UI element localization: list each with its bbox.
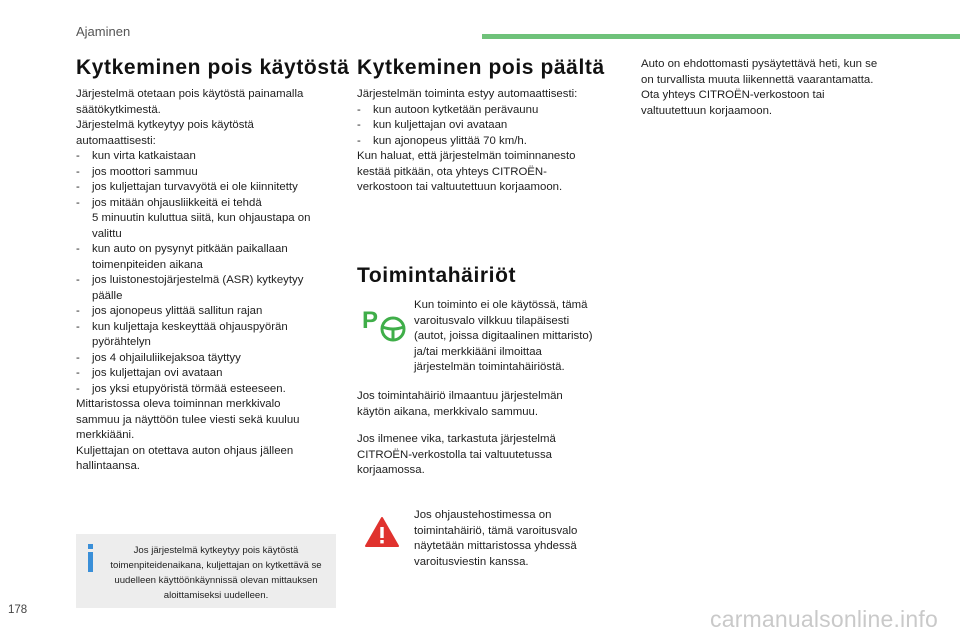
list-dash: - [76, 150, 80, 162]
text-line: Järjestelmä kytkeytyy pois käytöstä [76, 119, 254, 131]
page-number: 178 [8, 604, 28, 616]
warning-description [414, 508, 624, 570]
text-line: merkkiääni. [76, 429, 135, 441]
svg-text:P: P [362, 307, 379, 334]
list-item [76, 382, 338, 398]
text-line: Ota yhteys CITROËN-verkostoon tai [641, 89, 825, 101]
text-line: Jos järjestelmä kytkeytyy pois käytöstä toimenpiteiden [110, 545, 299, 571]
info-note [76, 534, 336, 608]
list-item-continuation: valittu [92, 227, 122, 240]
list-item [76, 149, 338, 165]
text-line: CITROËN-verkostolla tai valtuutetussa [357, 448, 552, 461]
text-line: Kun toiminto ei ole käytössä, tämä [414, 299, 588, 311]
text-line: näytetään mittaristossa yhdessä [414, 540, 577, 552]
text-line: Järjestelmä otetaan pois käytöstä painamalla [76, 88, 304, 100]
list-dash: - [357, 119, 361, 131]
list-item-text: jos moottori sammuu [92, 165, 198, 178]
park-assist-steering-icon [362, 306, 408, 346]
list-item-text: kun virta katkaistaan [92, 150, 196, 162]
list-item-continuation: päälle [92, 289, 123, 302]
list-dash: - [76, 274, 80, 286]
text-line: Jos ohjaustehostimessa on [414, 509, 552, 521]
list-item [76, 242, 338, 258]
text-line: järjestelmän toimintahäiriöstä. [414, 361, 565, 373]
list-dash: - [76, 165, 80, 178]
info-note-text [100, 543, 332, 603]
list-item [76, 165, 338, 181]
list-item-text: jos yksi etupyöristä törmää esteeseen. [92, 382, 286, 395]
list-dash: - [76, 320, 80, 333]
list-item-text: kun kuljettaja keskeyttää ohjauspyörän [92, 320, 288, 333]
list-item [76, 366, 338, 382]
text-line: korjaamossa. [357, 464, 425, 476]
text-line: Kuljettajan on otettava auton ohjaus jälleen [76, 444, 294, 457]
text-line: (autot, joissa digitaalinen mittaristo) [414, 330, 593, 342]
text-line: käynnissä olevan mittauksen aloittamiseksi uudelleen. [163, 575, 318, 601]
list-dash: - [76, 367, 80, 379]
list-item-text: jos mitään ohjausliikkeitä ei tehdä [92, 196, 262, 209]
section-header-title: Ajaminen [76, 24, 131, 39]
list-dash: - [76, 196, 80, 209]
watermark: carmanualsonline.info [710, 606, 938, 632]
list-item [357, 134, 619, 150]
heading-deactivation: Kytkeminen pois käytöstä [76, 56, 350, 79]
list-dash: - [357, 134, 361, 147]
text-line: varoitusvalo vilkkuu tilapäisesti [414, 314, 570, 327]
list-item-text: jos ajonopeus ylittää sallitun rajan [92, 305, 263, 317]
text-line: Järjestelmän toiminta estyy automaattisesti: [357, 88, 578, 100]
text-line: sammuu ja näyttöön tulee viesti sekä kuuluu [76, 413, 300, 426]
list-item [76, 320, 338, 336]
col3-body [641, 57, 903, 119]
fault-paragraph-1 [357, 389, 619, 420]
list-item [76, 273, 338, 289]
text-line: Mittaristossa oleva toiminnan merkkivalo [76, 398, 281, 410]
text-line: käytön aikana, merkkivalo sammuu. [357, 405, 539, 418]
list-item-text: kun auto on pysynyt pitkään paikallaan [92, 243, 288, 255]
text-line: säätökytkimestä. [76, 103, 161, 116]
text-line: ja/tai merkkiääni ilmoittaa [414, 345, 542, 358]
section-header-bar [482, 34, 960, 39]
list-item-text: kun autoon kytketään perävaunu [373, 103, 539, 116]
list-item [357, 103, 619, 119]
list-item-text: kun kuljettajan ovi avataan [373, 119, 508, 131]
text-line: aikana, kuljettajan on kytkettävä se uudelleen käyttöön [114, 560, 322, 586]
list-item-continuation: pyörähtelyn [92, 336, 151, 348]
warning-light-description [414, 298, 624, 376]
list-dash: - [76, 305, 80, 317]
list-item-text: jos kuljettajan turvavyötä ei ole kiinnitetty [92, 181, 298, 193]
text-line: hallintaansa. [76, 460, 140, 472]
text-line: kestää pitkään, ota yhteys CITROËN- [357, 165, 547, 178]
list-item-text: jos 4 ohjailuliikejaksoa täyttyy [92, 351, 241, 364]
col1-body [76, 87, 338, 475]
list-item-text: jos kuljettajan ovi avataan [92, 367, 223, 379]
col2-body [357, 87, 619, 196]
text-line: Auto on ehdottomasti pysäytettävä heti, kun se [641, 58, 878, 70]
list-item-continuation: toimenpiteiden aikana [92, 258, 203, 271]
text-line: valtuutettuun korjaamoon. [641, 104, 773, 117]
list-item-text: kun ajonopeus ylittää 70 km/h. [373, 134, 527, 147]
list-item [76, 304, 338, 320]
list-item-continuation: 5 minuutin kuluttua siitä, kun ohjaustapa on [92, 212, 311, 224]
info-icon [86, 544, 95, 572]
text-line: Jos toimintahäiriö ilmaantuu järjestelmän [357, 390, 563, 402]
text-line: varoitusviestin kanssa. [414, 555, 529, 568]
text-line: Jos ilmenee vika, tarkastuta järjestelmä [357, 433, 556, 445]
list-dash: - [76, 243, 80, 255]
list-item-text: jos luistonestojärjestelmä (ASR) kytkeytyy [92, 274, 304, 286]
list-dash: - [76, 382, 80, 395]
text-line: on turvallista muuta liikennettä vaarantamatta. [641, 73, 874, 86]
text-line: toimintahäiriö, tämä varoitusvalo [414, 524, 578, 537]
text-line: verkostoon tai valtuutettuun korjaamoon. [357, 181, 563, 193]
heading-malfunctions: Toimintahäiriöt [357, 264, 517, 287]
list-item [76, 196, 338, 212]
text-line: Kun haluat, että järjestelmän toiminnanesto [357, 150, 576, 162]
heading-disabling: Kytkeminen pois päältä [357, 56, 605, 79]
list-dash: - [357, 103, 361, 116]
list-dash: - [76, 181, 80, 193]
warning-triangle-icon [364, 516, 400, 548]
list-dash: - [76, 351, 80, 364]
fault-paragraph-2 [357, 432, 619, 479]
text-line: automaattisesti: [76, 134, 156, 147]
list-item [357, 118, 619, 134]
list-item [76, 351, 338, 367]
list-item [76, 180, 338, 196]
